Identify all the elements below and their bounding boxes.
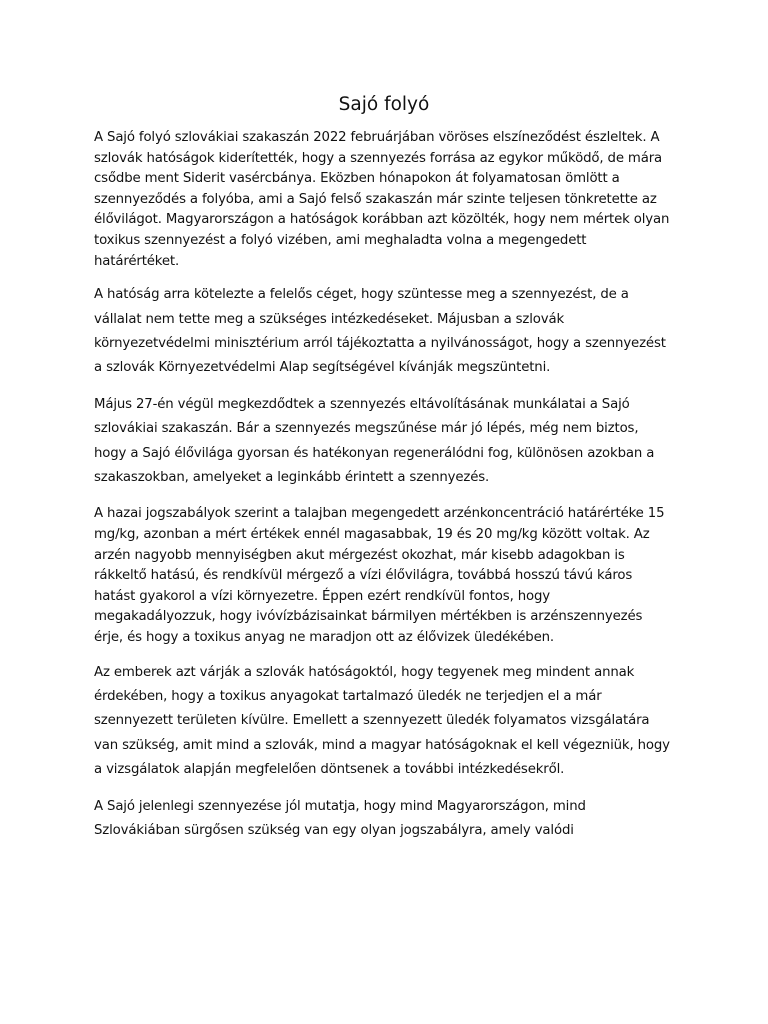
paragraph-6: A Sajó jelenlegi szennyezése jól mutatja, hogy mind Magyarországon, mind Szlovákiában sürgősen szükség van egy olyan jogszabályra, amely valódi [94, 798, 586, 838]
paragraph-1: A Sajó folyó szlovákiai szakaszán 2022 februárjában vöröses elszíneződést észleltek. A szlovák hatóságok kiderítették, hogy a szennyezés forrása az egykor működő, de mára csődbe ment Siderit vasércbánya. Eközben hónapokon át folyamatosan ömlött a szennyeződés a folyóba, ami a Sajó felső szakaszán már szinte teljesen tönkretette az élővilágot. Magyarországon a hatóságok korábban azt közölték, hogy nem mértek olyan toxikus szennyezést a folyó vizében, ami meghaladta volna a megengedett határértéket. [94, 130, 670, 269]
document-title: Sajó folyó [338, 94, 430, 115]
paragraph-3: Május 27-én végül megkezdődtek a szennyezés eltávolításának munkálatai a Sajó szlovákiai szakaszán. Bár a szennyezés megszűnése már jó lépés, még nem biztos, hogy a Sajó élővilága gyorsan és hatékonyan regenerálódni fog, különösen azokban a szakaszokban, amelyeket a leginkább érintett a szennyezés. [94, 396, 655, 485]
document-body [94, 92, 674, 855]
paragraph-4: A hazai jogszabályok szerint a talajban megengedett arzénkoncentráció határértéke 15 mg/kg, azonban a mért értékek ennél magasabbak, 19 és 20 mg/kg között voltak. Az arzén nagyobb mennyiségben akut mérgezést okozhat, már kisebb adagokban is rákkeltő hatású, és rendkívül mérgező a vízi élővilágra, továbbá hosszú távú káros hatást gyakorol a vízi környezetre. Éppen ezért rendkívül fontos, hogy megakadályozzuk, hogy ivóvízbázisainkat bármilyen mértékben is arzénszennyezés érje, és hogy a toxikus anyag ne maradjon ott az élővizek üledékében. [94, 506, 665, 645]
paragraph-2: A hatóság arra kötelezte a felelős céget, hogy szüntesse meg a szennyezést, de a vállalat nem tette meg a szükséges intézkedéseket. Májusban a szlovák környezetvédelmi minisztérium arról tájékoztatta a nyilvánosságot, hogy a szennyezést a szlovák Környezetvédelmi Alap segítségével kívánják megszüntetni. [94, 287, 666, 376]
paragraph-5: Az emberek azt várják a szlovák hatóságoktól, hogy tegyenek meg mindent annak érdekében, hogy a toxikus anyagokat tartalmazó üledék ne terjedjen el a már szennyezett területen kívülre. Emellett a szennyezett üledék folyamatos vizsgálatára van szükség, amit mind a szlovák, mind a magyar hatóságoknak el kell végezniük, hogy a vizsgálatok alapján megfelelően döntsenek a további intézkedésekről. [94, 664, 670, 778]
